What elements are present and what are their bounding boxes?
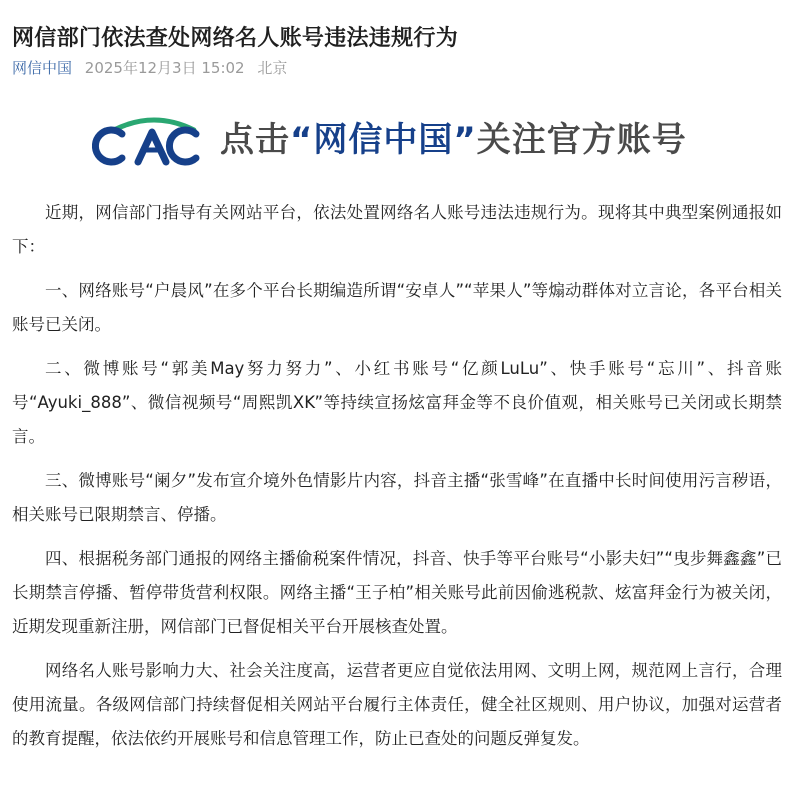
article-paragraph: 四、根据税务部门通报的网络主播偷税案件情况，抖音、快手等平台账号“小影夫妇”“曳步舞鑫鑫”已长期禁言停播、暂停带货营利权限。网络主播“王子柏”相关账号此前因偷逃税款、炫富拜金行为被关闭，近期发现重新注册，网信部门已督促相关平台开展核查处置。	[12, 549, 782, 636]
article-paragraph: 三、微博账号“阑夕”发布宣介境外色情影片内容，抖音主播“张雪峰”在直播中长时间使用污言秽语，相关账号已限期禁言、停播。	[12, 471, 782, 524]
article-paragraph: 二、微博账号“郭美May努力努力”、小红书账号“亿颜LuLu”、快手账号“忘川”、抖音账号“Ayuki_888”、微信视频号“周熙凯XK”等持续宣扬炫富拜金等不良价值观，相关账号已关闭或长期禁言。	[12, 359, 782, 446]
publish-date: 2025年12月3日 15:02	[84, 59, 245, 77]
banner-text[interactable]	[220, 114, 687, 166]
banner-suffix: 关注官方账号	[476, 120, 687, 160]
source-link[interactable]: 网信中国	[12, 59, 73, 77]
publish-location: 北京	[257, 59, 288, 77]
article-paragraph: 网络名人账号影响力大、社会关注度高，运营者更应自觉依法用网、文明上网，规范网上言行，合理使用流量。各级网信部门持续督促相关网站平台履行主体责任，健全社区规则、用户协议，加强对运营者的教育提醒，依法依约开展账号和信息管理工作，防止已查处的问题反弹复发。	[12, 661, 782, 748]
article-paragraph: 一、网络账号“户晨风”在多个平台长期编造所谓“安卓人”“苹果人”等煽动群体对立言论，各平台相关账号已关闭。	[12, 281, 782, 334]
article-title: 网信部门依法查处网络名人账号违法违规行为	[12, 25, 459, 51]
article-body	[12, 196, 782, 766]
banner-highlight: “网信中国”	[290, 120, 477, 160]
article-meta	[12, 57, 287, 79]
article-paragraph: 近期，网信部门指导有关网站平台，依法处置网络名人账号违法违规行为。现将其中典型案例通报如下：	[12, 203, 782, 256]
banner-prefix: 点击	[220, 120, 290, 160]
cac-logo	[95, 120, 196, 162]
